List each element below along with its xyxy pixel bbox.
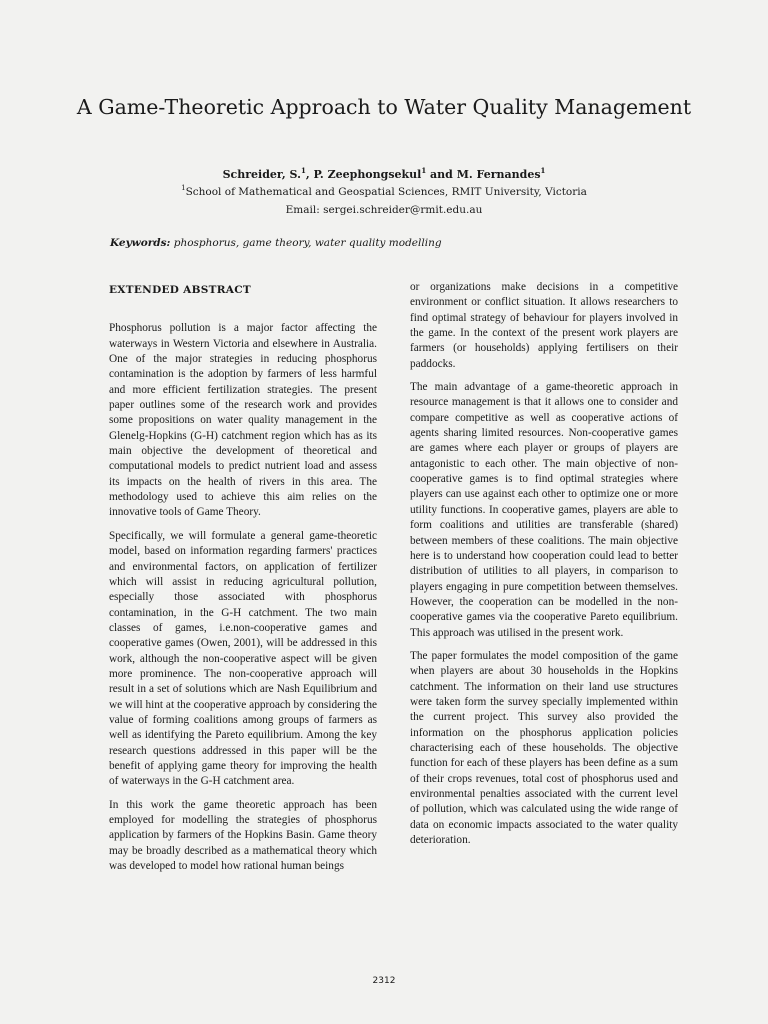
author-conjunction: and: [426, 168, 457, 181]
author-name: Schreider, S.: [222, 168, 301, 181]
affiliation-marker: 1: [421, 166, 427, 175]
keywords-text: phosphorus, game theory, water quality modelling: [173, 237, 442, 249]
right-column: [410, 280, 678, 856]
affiliation-marker: 1: [181, 184, 186, 192]
paragraph: The main advantage of a game-theoretic approach in resource management is that it allows one to consider and compare competitive as well as cooperative actions of agents sharing limited resources. Non-cooperative games are games where each player or groups of players are antagonistic to each other. The main objective of non-cooperative games is to find optimal strategies where players can use against each other to optimize one or more utility functions. In cooperative games, players are able to form coalitions and utilities are transferable (shared) between members of these coalitions. The main objective here is to understand how cooperation could lead to better distribution of utilities to all players, in comparison to players engaging in pure competition between themselves. However, the cooperation can be modelled in the non-cooperative games via the cooperative Pareto equilibrium. This approach was utilised in the present work.: [410, 381, 678, 639]
keywords-label: Keywords:: [110, 237, 171, 249]
page-number: 2312: [372, 976, 396, 986]
paper-title: A Game-Theoretic Approach to Water Quality Management: [76, 95, 692, 119]
left-column: [109, 283, 377, 882]
paragraph: Specifically, we will formulate a general game-theoretic model, based on information regarding farmers' practices and environmental factors, on application of fertilizer which will assist in reducing agricultural pollution, especially those associated with phosphorus contamination, in the G-H catchment. The two main classes of games, i.e.non-cooperative games and cooperative games (Owen, 2001), will be addressed in this work, although the non-cooperative aspect will be given more prominence. The non-cooperative approach will result in a set of solutions which are Nash Equilibrium and we will hint at the cooperative approach by considering the value of forming coalitions among groups of farmers as well as identifying the Pareto equilibrium. Among the key research questions addressed in this paper will be the benefit of applying game theory for improving the health of waterways in the G-H catchment area.: [109, 529, 377, 788]
affiliation-marker: 1: [300, 166, 306, 175]
keywords-line: [110, 237, 670, 249]
section-heading: EXTENDED ABSTRACT: [109, 284, 251, 296]
paragraph: Phosphorus pollution is a major factor affecting the waterways in Western Victoria and elsewhere in Australia. One of the major strategies in reducing phosphorus contamination is the adoption by farmers of less harmful and more efficient fertilization strategies. The present paper outlines some of the research work and provides some propositions on water quality management in the Glenelg-Hopkins (G-H) catchment region which has as its main objective the development of theoretical and computational models to predict nutrient load and assess its impacts on the health of rivers in this area. The methodology used to achieve this aim relies on the innovative tools of Game Theory.: [109, 322, 377, 519]
paragraph: In this work the game theoretic approach has been employed for modelling the strategies of phosphorus application by farmers of the Hopkins Basin. Game theory may be broadly described as a mathematical theory which was developed to model how rational human beings: [109, 798, 377, 873]
contact-email: Email: sergei.schreider@rmit.edu.au: [285, 204, 483, 216]
paragraph: or organizations make decisions in a competitive environment or conflict situation. It allows researchers to find optimal strategy of behaviour for players involved in the game. In the context of the present work players are farmers (or households) applying fertilisers on their paddocks.: [410, 281, 678, 370]
affiliation-marker: 1: [540, 166, 546, 175]
affiliation-text: School of Mathematical and Geospatial Sciences, RMIT University, Victoria: [185, 186, 587, 198]
author-list: [0, 168, 768, 181]
paragraph: The paper formulates the model composition of the game when players are about 30 households in the Hopkins catchment. The information on their land use structures were taken form the survey specially implemented within the current project. This survey also provided the information on the phosphorus application policies characterising each of these households. The objective function for each of these players has been define as a sum of their crops revenues, total cost of phosphorus used and environmental penalties associated with the current level of pollution, which was calculated using the wide range of data on economic impacts associated to the water quality deterioration.: [410, 649, 678, 847]
author-name: M. Fernandes: [456, 168, 541, 181]
affiliation: [0, 186, 768, 198]
author-name: P. Zeephongsekul: [313, 168, 422, 181]
author-separator: ,: [305, 168, 314, 181]
